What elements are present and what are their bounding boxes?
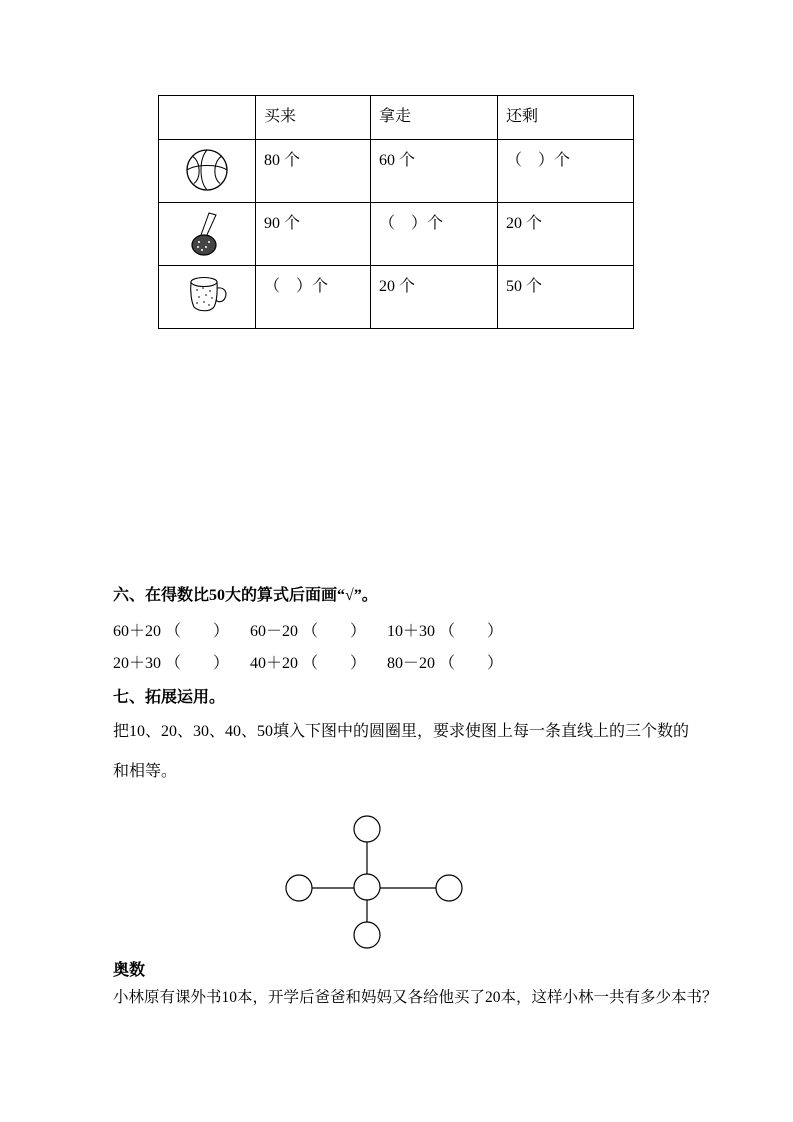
exercise-item: 40＋20 （ ） [250, 654, 367, 672]
olympiad-title: 奥数 [113, 962, 146, 979]
icon-cell [159, 140, 256, 203]
exercise-row-1 [113, 613, 524, 645]
cup-icon [185, 303, 229, 320]
exercise-item: 80－20 （ ） [387, 654, 504, 672]
diagram-circle-right [436, 875, 462, 901]
diagram-circle-bottom [354, 922, 380, 948]
cell-taken: 60 个 [371, 140, 498, 203]
exercise-item: 60－20 （ ） [250, 622, 367, 640]
diagram-circle-center [354, 874, 380, 900]
cell-remaining: 20 个 [498, 203, 634, 266]
table-header-row [159, 96, 634, 140]
cell-remaining: （ ）个 [498, 140, 634, 203]
table-row-basketball [159, 140, 634, 203]
cell-remaining: 50 个 [498, 266, 634, 329]
basketball-icon [185, 179, 229, 196]
cell-bought: 90 个 [256, 203, 371, 266]
section6-title: 六、在得数比50大的算式后面画“√”。 [113, 587, 378, 604]
table-row-cup [159, 266, 634, 329]
spoon-icon [188, 246, 226, 263]
header-bought: 买来 [256, 96, 371, 140]
cell-taken: 20 个 [371, 266, 498, 329]
cell-bought: 80 个 [256, 140, 371, 203]
quantity-table [158, 95, 634, 329]
cell-bought: （ ）个 [256, 266, 371, 329]
olympiad-question: 小林原有课外书10本，开学后爸爸和妈妈又各给他买了20本，这样小林一共有多少本书？ [113, 989, 718, 1006]
exercise-row-2 [113, 645, 524, 677]
icon-cell [159, 203, 256, 266]
exercise-item: 20＋30 （ ） [113, 654, 230, 672]
section7-title: 七、拓展运用。 [113, 689, 226, 706]
diagram-circle-left [286, 875, 312, 901]
circle-cross-diagram [283, 813, 469, 953]
icon-cell [159, 266, 256, 329]
diagram-circle-top [354, 816, 380, 842]
header-remaining: 还剩 [498, 96, 634, 140]
exercise-item: 10＋30 （ ） [387, 622, 504, 640]
exercise-item: 60＋20 （ ） [113, 622, 230, 640]
table-row-spoon [159, 203, 634, 266]
section7-instruction: 把10、20、30、40、50填入下图中的圆圈里，要求使图上每一条直线上的三个数的和相等。 [113, 723, 690, 780]
corner-cell [159, 96, 256, 140]
header-taken: 拿走 [371, 96, 498, 140]
section6-exercises [113, 613, 524, 677]
cell-taken: （ ）个 [371, 203, 498, 266]
